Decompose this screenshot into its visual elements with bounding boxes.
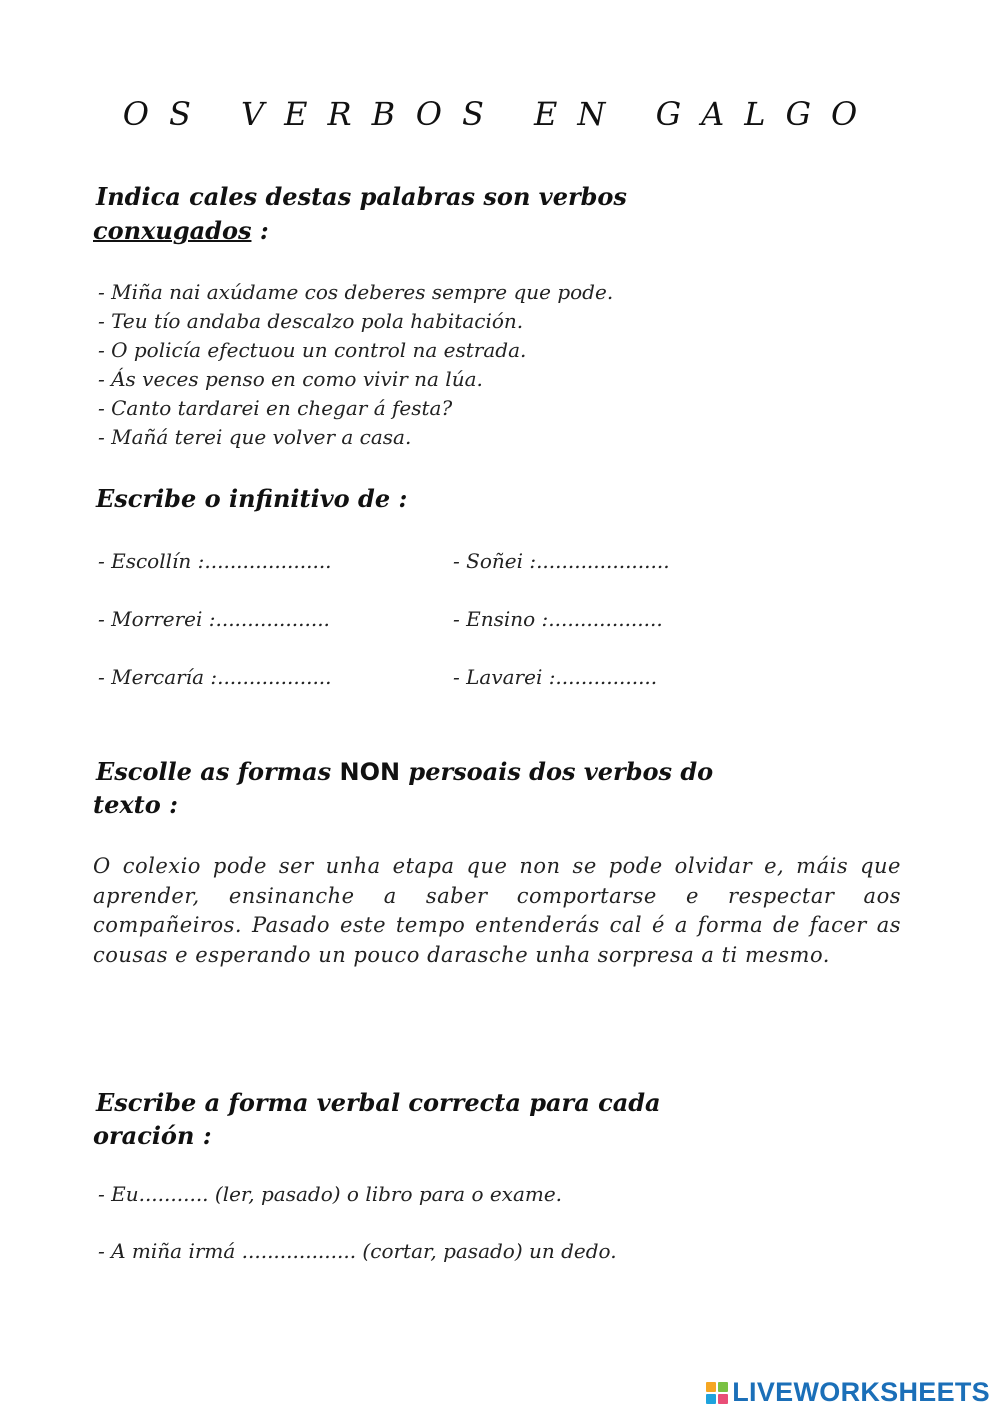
section4-heading-line2: oración : — [93, 1121, 212, 1150]
section3-heading-line2: texto : — [93, 790, 178, 819]
section4-heading-line1: Escribe a forma verbal correcta para cada — [96, 1088, 661, 1117]
infinitive-field[interactable]: - Lavarei :................ — [453, 665, 658, 689]
heading-colon: : — [251, 216, 269, 245]
sentence-item: - Ás veces penso en como vivir na lúa. — [98, 367, 483, 391]
infinitive-field[interactable]: - Soñei :..................... — [453, 549, 670, 573]
logo-square — [718, 1394, 728, 1404]
liveworksheets-footer[interactable] — [706, 1377, 990, 1408]
worksheet-title: OS VERBOS EN GALGO — [122, 95, 878, 133]
section1-heading-line1: Indica cales destas palabras son verbos — [96, 182, 627, 211]
fill-sentence[interactable]: - Eu........... (ler, pasado) o libro para o exame. — [98, 1182, 563, 1206]
logo-square — [706, 1382, 716, 1392]
sentence-item: - Miña nai axúdame cos deberes sempre que pode. — [98, 280, 614, 304]
section3-heading-line1 — [96, 757, 713, 786]
section2-heading: Escribe o infinitivo de : — [96, 484, 408, 513]
infinitive-field[interactable]: - Ensino :.................. — [453, 607, 663, 631]
sentence-item: - Canto tardarei en chegar á festa? — [98, 396, 453, 420]
brand-name: LIVEWORKSHEETS — [732, 1377, 990, 1407]
fill-sentence[interactable]: - A miña irmá .................. (cortar, pasado) un dedo. — [98, 1239, 617, 1263]
heading-text: Escolle as formas — [96, 757, 340, 786]
logo-square — [706, 1394, 716, 1404]
sentence-item: - Mañá terei que volver a casa. — [98, 425, 412, 449]
section1-heading-line2 — [93, 216, 269, 245]
infinitive-field[interactable]: - Mercaría :.................. — [98, 665, 332, 689]
underlined-word: conxugados — [93, 216, 252, 245]
text-paragraph[interactable]: O colexio pode ser unha etapa que non se pode olvidar e, máis que aprender, ensinanche a saber comportarse e respectar aos compañeiros. Pasado este tempo entenderás cal é a forma de facer as cousas e esperando un pouco darasche unha sorpresa a ti mesmo. — [93, 854, 901, 967]
liveworksheets-logo-icon — [706, 1382, 728, 1404]
non-keyword: NON — [339, 758, 401, 786]
logo-square — [718, 1382, 728, 1392]
sentence-item: - O policía efectuou un control na estrada. — [98, 338, 527, 362]
infinitive-field[interactable]: - Escollín :.................... — [98, 549, 332, 573]
heading-text: persoais dos verbos do — [400, 757, 714, 786]
infinitive-field[interactable]: - Morrerei :.................. — [98, 607, 330, 631]
sentence-item: - Teu tío andaba descalzo pola habitación. — [98, 309, 524, 333]
